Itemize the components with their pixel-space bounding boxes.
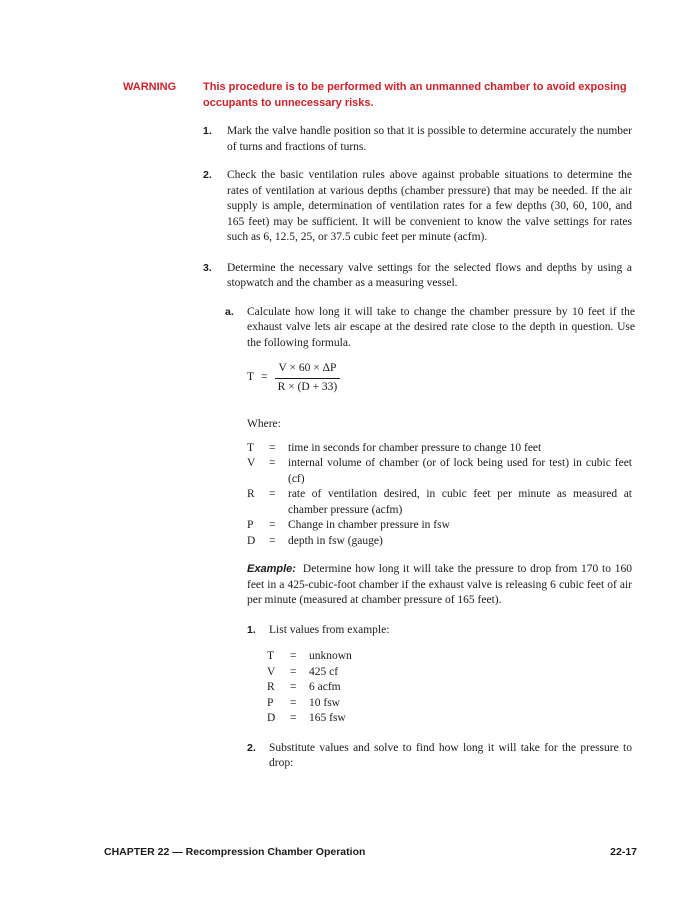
value-row	[267, 665, 632, 681]
value-text: 6 acfm	[309, 681, 341, 693]
formula-lhs: T	[247, 371, 255, 384]
step-1	[203, 124, 632, 155]
example-step-text: Substitute values and solve to find how long it will take for the pressure to drop:	[269, 741, 632, 769]
step-number: 1.	[203, 125, 212, 137]
substep-a	[225, 305, 635, 352]
example-step-text: List values from example:	[269, 623, 390, 636]
variable-definition: internal volume of chamber (or of lock being used for test) in cubic feet (cf)	[288, 457, 632, 485]
footer-page-number: 22-17	[610, 846, 637, 858]
value-text: unknown	[309, 650, 352, 662]
equals-sign: =	[269, 441, 276, 454]
value-text: 10 fsw	[309, 696, 340, 709]
formula-equals: =	[261, 371, 268, 384]
variable-row	[247, 487, 632, 518]
equals-sign: =	[269, 534, 276, 547]
equals-sign: =	[290, 681, 297, 693]
value-row	[267, 711, 632, 727]
step-3	[203, 261, 632, 292]
variable-symbol: R	[247, 488, 255, 500]
equals-sign: =	[269, 457, 276, 469]
example-step-1	[247, 623, 632, 639]
value-symbol: P	[267, 696, 274, 709]
variable-row	[247, 534, 632, 550]
value-text: 165 fsw	[309, 712, 346, 724]
step-2	[203, 168, 632, 246]
inner-column	[247, 361, 632, 772]
step-text: Check the basic ventilation rules above against probable situations to determine the rates of ventilation at various depths (chamber pressure) that may be needed. If the air supply is ample, determination of ventilation rates for a few depths (30, 60, 100, and 165 feet) may be sufficient. It will be convenient to know the valve settings for rates such as 6, 12.5, 25, or 37.5 cubic feet per minute (acfm).	[227, 169, 632, 243]
value-symbol: T	[267, 650, 275, 662]
value-symbol: D	[267, 712, 276, 724]
variable-symbol: P	[247, 519, 254, 531]
equals-sign: =	[290, 665, 297, 678]
example-step-number: 2.	[247, 741, 256, 754]
where-label: Where:	[247, 418, 281, 430]
warning-text: This procedure is to be performed with an unmanned chamber to avoid exposing occupants to unnecessary risks.	[203, 81, 627, 109]
value-row	[267, 649, 632, 665]
substep-number: a.	[225, 305, 234, 318]
equals-sign: =	[269, 488, 276, 500]
value-text: 425 cf	[309, 665, 339, 678]
equals-sign: =	[290, 650, 297, 662]
step-text: Determine the necessary valve settings for the selected flows and depths by using a stopwatch and the chamber as a measuring vessel.	[227, 261, 632, 289]
footer-chapter-title: CHAPTER 22 — Recompression Chamber Operation	[104, 846, 366, 858]
example-values	[267, 649, 632, 727]
page-footer	[104, 845, 637, 861]
warning-block	[123, 80, 635, 111]
substep-text: Calculate how long it will take to change the chamber pressure by 10 feet if the exhaust valve lets air escape at the desired rate close to the depth in question. Use the following formula.	[247, 305, 635, 349]
step-number: 3.	[203, 261, 212, 274]
example-label: Example:	[247, 563, 296, 575]
variable-row	[247, 441, 632, 457]
variable-definition: time in seconds for chamber pressure to change 10 feet	[288, 441, 542, 454]
variable-definition: rate of ventilation desired, in cubic feet per minute as measured at chamber pressure (acfm)	[288, 488, 632, 516]
formula-fraction	[275, 361, 341, 395]
step-text: Mark the valve handle position so that it is possible to determine accurately the number of turns and fractions of turns.	[227, 125, 632, 153]
warning-label: WARNING	[123, 81, 177, 93]
variable-symbol: V	[247, 457, 256, 469]
example-paragraph	[247, 562, 632, 609]
step-number: 2.	[203, 169, 212, 181]
equals-sign: =	[290, 712, 297, 724]
value-row	[267, 696, 632, 712]
variable-symbol: T	[247, 441, 255, 454]
formula	[247, 361, 632, 395]
variable-definition: depth in fsw (gauge)	[288, 534, 383, 547]
equals-sign: =	[269, 519, 276, 531]
example-text: Determine how long it will take the pressure to drop from 170 to 160 feet in a 425-cubic-foot chamber if the exhaust valve is releasing 6 cubic feet of air per minute (measured at chamber pressure of 165 feet).	[247, 563, 632, 606]
example-step-number: 1.	[247, 623, 256, 636]
equals-sign: =	[290, 696, 297, 709]
variable-definition: Change in chamber pressure in fsw	[288, 519, 450, 531]
example-step-2	[247, 741, 632, 772]
variable-row	[247, 456, 632, 487]
procedure-steps	[203, 124, 632, 292]
formula-denominator: R × (D + 33)	[277, 380, 338, 393]
variable-row	[247, 518, 632, 534]
variable-symbol: D	[247, 534, 256, 547]
value-row	[267, 680, 632, 696]
variable-definitions	[247, 441, 632, 550]
value-symbol: R	[267, 681, 275, 693]
value-symbol: V	[267, 665, 276, 678]
formula-numerator: V × 60 × ΔP	[275, 361, 341, 379]
